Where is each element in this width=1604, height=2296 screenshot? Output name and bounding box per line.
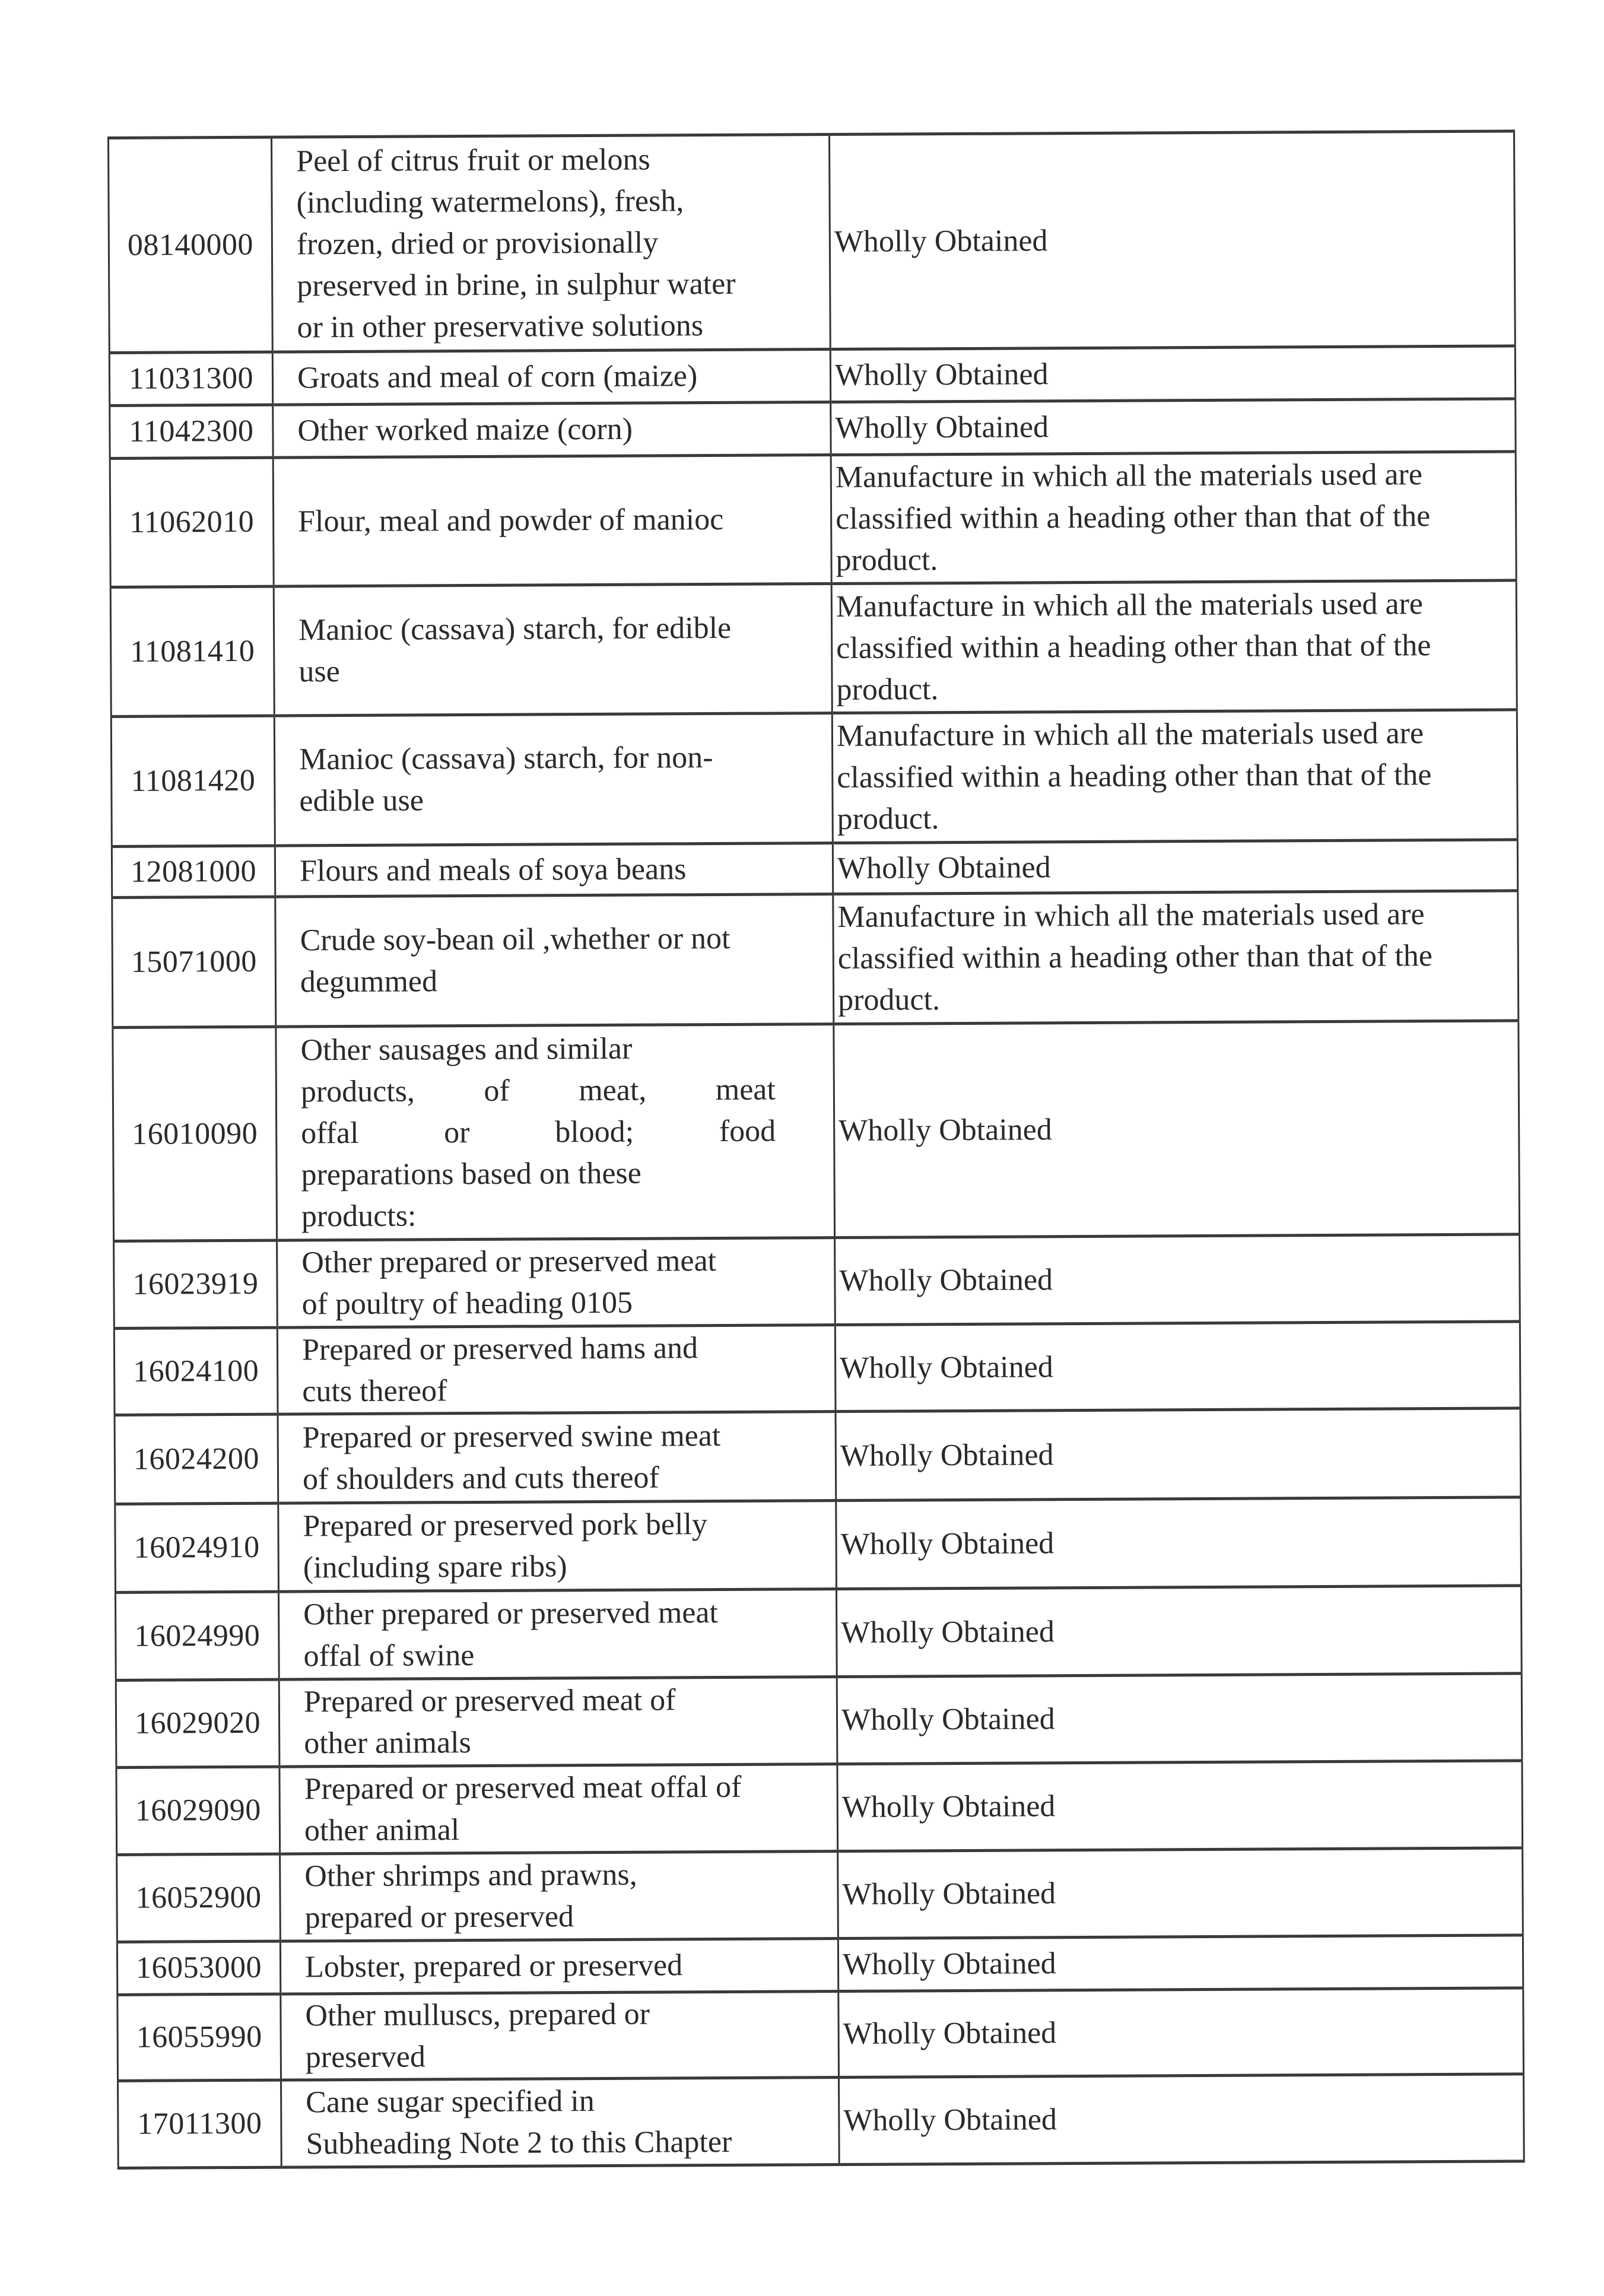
description-line: other animals — [304, 1726, 471, 1761]
origin-criterion-line: Wholly Obtained — [839, 1263, 1053, 1298]
hs-code-cell — [111, 716, 275, 846]
origin-criterion-line: Manufacture in which all the materials used are — [835, 458, 1422, 495]
hs-code: 11031300 — [128, 361, 254, 396]
hs-code: 16024910 — [134, 1530, 260, 1565]
origin-criterion-line: product. — [836, 543, 938, 578]
description-line: offal of swine — [303, 1638, 475, 1673]
description-cell — [276, 1024, 835, 1241]
description-line: Cane sugar specified in — [306, 2084, 595, 2120]
table-row — [117, 1935, 1523, 1995]
table-row — [113, 1021, 1520, 1241]
table-row — [116, 1673, 1522, 1768]
description-line: products: — [301, 1198, 417, 1233]
origin-criterion-cell — [838, 2074, 1524, 2165]
hs-code: 12081000 — [130, 854, 257, 889]
description-cell — [279, 1764, 838, 1854]
table-row — [110, 580, 1517, 717]
description-cell — [278, 1412, 836, 1504]
origin-criterion-line: classified within a heading other than that of the — [837, 758, 1432, 795]
rules-of-origin-table — [107, 129, 1525, 2170]
description-line: of shoulders and cuts thereof — [302, 1460, 659, 1496]
description-line: Subheading Note 2 to this Chapter — [306, 2124, 732, 2161]
description-line: offal or blood; food — [301, 1114, 776, 1150]
origin-criterion-cell — [836, 1586, 1522, 1677]
hs-code: 16029020 — [134, 1706, 261, 1741]
hs-code-cell — [109, 137, 273, 353]
table-row — [118, 2074, 1524, 2168]
description-cell — [273, 402, 831, 458]
hs-code-cell — [112, 897, 276, 1027]
hs-code: 16055990 — [136, 2019, 262, 2054]
hs-code-cell — [115, 1503, 279, 1592]
origin-criterion-cell — [835, 1322, 1520, 1412]
hs-code: 16053000 — [135, 1950, 262, 1985]
hs-code-cell — [117, 1854, 281, 1942]
origin-criterion-line: Wholly Obtained — [841, 1789, 1056, 1824]
origin-criterion-cell — [837, 1673, 1522, 1764]
description-line: Prepared or preserved swine meat — [302, 1418, 721, 1455]
description-cell — [279, 1677, 837, 1767]
origin-criterion-line: product. — [837, 802, 939, 837]
origin-criterion-line: Wholly Obtained — [840, 1349, 1053, 1385]
origin-criterion-cell — [830, 346, 1515, 402]
table-row — [109, 131, 1516, 353]
description-line: use — [298, 654, 340, 688]
hs-code-cell — [112, 846, 275, 897]
description-line: or in other preservative solutions — [297, 308, 704, 344]
origin-criterion-line: Wholly Obtained — [838, 1112, 1052, 1148]
origin-criterion-line: Manufacture in which all the materials used are — [836, 586, 1424, 624]
origin-criterion-cell — [834, 1021, 1520, 1238]
origin-criterion-line: Wholly Obtained — [834, 223, 1048, 259]
description-line: of poultry of heading 0105 — [301, 1285, 633, 1322]
table-row — [114, 1234, 1520, 1329]
description-line: Manioc (cassava) starch, for edible — [298, 611, 732, 647]
hs-code: 17011300 — [137, 2106, 262, 2141]
table-row — [110, 399, 1516, 459]
origin-criterion-cell — [831, 452, 1516, 584]
description-line: preserved in brine, in sulphur water — [297, 266, 736, 303]
origin-criterion-line: Wholly Obtained — [842, 1876, 1056, 1911]
description-cell — [277, 1325, 836, 1415]
hs-code-cell — [117, 1941, 280, 1995]
origin-criterion-line: classified within a heading other than that of the — [837, 939, 1433, 976]
hs-code-cell — [116, 1767, 280, 1854]
hs-code: 16024990 — [134, 1618, 261, 1653]
description-line: Groats and meal of corn (maize) — [297, 359, 698, 395]
table-row — [115, 1408, 1521, 1504]
hs-code: 16052900 — [135, 1880, 262, 1915]
origin-criterion-line: product. — [836, 672, 939, 707]
description-line: preserved — [305, 2040, 426, 2075]
table-row — [111, 710, 1517, 847]
description-line: Prepared or preserved meat offal of — [304, 1770, 742, 1806]
origin-criterion-line: Wholly Obtained — [843, 2016, 1057, 2051]
description-cell — [274, 713, 833, 846]
description-line: Other prepared or preserved meat — [301, 1244, 717, 1280]
table-row — [115, 1497, 1522, 1593]
origin-criterion-line: classified within a heading other than that of the — [836, 628, 1431, 665]
hs-code-cell — [114, 1328, 278, 1415]
hs-code: 16024200 — [133, 1441, 260, 1476]
hs-code-cell — [115, 1592, 279, 1680]
hs-code-cell — [117, 1994, 281, 2081]
hs-code-cell — [114, 1240, 278, 1328]
hs-code: 11081410 — [130, 634, 255, 669]
origin-criterion-line: product. — [837, 983, 941, 1018]
hs-code: 16024100 — [133, 1354, 259, 1389]
table-row — [115, 1586, 1522, 1681]
description-cell — [273, 455, 831, 587]
origin-criterion-line: Wholly Obtained — [834, 357, 1049, 393]
origin-criterion-line: Wholly Obtained — [837, 850, 1051, 885]
description-line: cuts thereof — [302, 1373, 447, 1408]
hs-code-cell — [109, 352, 272, 405]
table-row — [117, 1988, 1524, 2081]
description-line: Other mulluscs, prepared or — [305, 1997, 650, 2033]
origin-criterion-line: Wholly Obtained — [843, 2103, 1057, 2138]
table-row — [116, 1761, 1523, 1855]
description-cell — [274, 584, 832, 716]
table-row — [117, 1848, 1523, 1942]
origin-criterion-line: Wholly Obtained — [841, 1614, 1055, 1650]
origin-criterion-cell — [836, 1408, 1521, 1501]
origin-criterion-cell — [836, 1497, 1522, 1589]
table-row — [112, 891, 1519, 1028]
description-line: Prepared or preserved pork belly — [303, 1507, 708, 1544]
description-cell — [281, 1992, 839, 2081]
table-body — [109, 131, 1524, 2168]
table-row — [109, 346, 1515, 406]
description-line: Other prepared or preserved meat — [303, 1595, 719, 1631]
description-line: Flours and meals of soya beans — [299, 852, 687, 888]
hs-code: 08140000 — [127, 227, 254, 262]
origin-criterion-line: Wholly Obtained — [835, 410, 1049, 446]
description-cell — [280, 1852, 838, 1942]
description-cell — [277, 1238, 836, 1328]
description-cell — [272, 350, 830, 405]
description-cell — [278, 1501, 837, 1592]
description-line: Prepared or preserved hams and — [301, 1330, 698, 1367]
description-line: Flour, meal and powder of manioc — [298, 502, 724, 539]
hs-code-cell — [115, 1414, 278, 1504]
description-cell — [272, 135, 831, 353]
origin-criterion-cell — [833, 891, 1519, 1024]
description-line: (including watermelons), fresh, — [296, 183, 684, 220]
origin-criterion-line: Wholly Obtained — [840, 1437, 1054, 1473]
origin-criterion-cell — [838, 1848, 1523, 1939]
description-line: degummed — [300, 964, 438, 999]
description-line: frozen, dried or provisionally — [296, 225, 659, 261]
origin-criterion-cell — [838, 1988, 1524, 2078]
hs-code-cell — [110, 458, 274, 587]
description-line: prepared or preserved — [304, 1900, 574, 1935]
description-cell — [275, 894, 834, 1027]
description-line: Other shrimps and prawns, — [304, 1857, 637, 1894]
description-line: other animal — [304, 1813, 460, 1848]
description-line: Crude soy-bean oil ,whether or not — [300, 921, 730, 958]
origin-criterion-cell — [831, 399, 1516, 455]
hs-code-cell — [110, 586, 274, 716]
hs-code-cell — [113, 1027, 277, 1241]
origin-criterion-line: Wholly Obtained — [841, 1702, 1055, 1737]
description-line: Other worked maize (corn) — [297, 412, 633, 448]
description-line: Lobster, prepared or preserved — [304, 1948, 683, 1984]
description-cell — [275, 843, 833, 897]
hs-code: 16010090 — [132, 1116, 258, 1151]
description-cell — [281, 2078, 840, 2168]
hs-code: 11042300 — [129, 414, 254, 449]
rules-of-origin-table-wrapper — [107, 129, 1525, 2170]
description-line: Other sausages and similar — [300, 1031, 633, 1067]
origin-criterion-line: Wholly Obtained — [840, 1526, 1054, 1561]
hs-code-cell — [116, 1679, 279, 1767]
table-row — [114, 1322, 1520, 1415]
table-row — [112, 840, 1517, 898]
origin-criterion-cell — [837, 1761, 1523, 1852]
origin-criterion-line: Wholly Obtained — [842, 1946, 1056, 1981]
description-line: products, of meat, meat — [300, 1072, 776, 1109]
origin-criterion-cell — [838, 1935, 1523, 1992]
origin-criterion-line: Manufacture in which all the materials used are — [837, 897, 1425, 935]
hs-code-cell — [110, 405, 273, 458]
description-line: preparations based on these — [301, 1156, 641, 1192]
hs-code: 11062010 — [129, 504, 255, 539]
description-line: edible use — [299, 783, 424, 818]
description-line: (including spare ribs) — [303, 1549, 567, 1585]
description-cell — [280, 1939, 838, 1995]
description-line: Manioc (cassava) starch, for non- — [298, 741, 713, 777]
hs-code: 16029090 — [135, 1793, 261, 1828]
origin-criterion-cell — [835, 1234, 1520, 1325]
origin-criterion-line: classified within a heading other than that of the — [836, 499, 1431, 536]
hs-code: 16023919 — [132, 1266, 259, 1301]
origin-criterion-line: Manufacture in which all the materials used are — [836, 716, 1424, 754]
origin-criterion-cell — [833, 840, 1517, 894]
origin-criterion-cell — [829, 131, 1515, 350]
table-row — [110, 452, 1516, 588]
hs-code-cell — [118, 2080, 282, 2168]
description-cell — [278, 1589, 837, 1680]
origin-criterion-cell — [831, 580, 1517, 713]
description-line: Prepared or preserved meat of — [303, 1683, 676, 1719]
hs-code: 15071000 — [131, 944, 257, 979]
origin-criterion-cell — [832, 710, 1517, 843]
hs-code: 11081420 — [131, 763, 256, 798]
description-line: Peel of citrus fruit or melons — [296, 142, 650, 178]
